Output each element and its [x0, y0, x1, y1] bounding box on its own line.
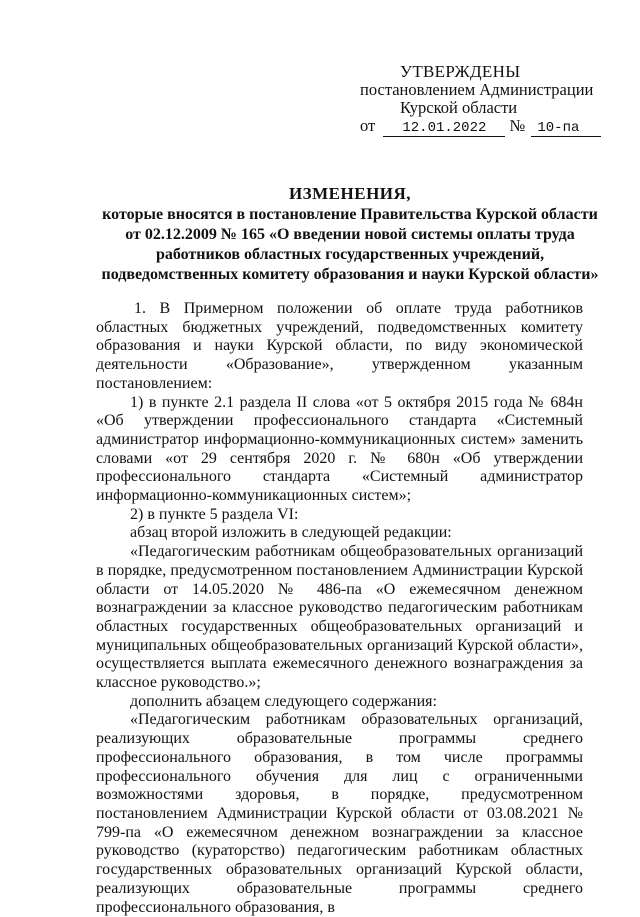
paragraph-6: дополнить абзацем следующего содержания:: [130, 692, 437, 710]
document-heading: [60, 184, 640, 285]
paragraph-4: абзац второй изложить в следующей редакции:: [130, 524, 452, 542]
paragraph-5: «Педагогическим работникам общеобразовательных организаций в порядке, предусмотренном постановлением Администрации Курской области от 14.05.2020 № 486-па «О ежемесячном денежном вознаграждении за классное руководство педагогическим работникам областных государственных общеобразовательных организаций и муниципальных общеобразовательных организаций Курской области», осуществляется выплата ежемесячного денежного вознаграждения за классное руководство.»;: [96, 543, 583, 692]
from-label: от: [360, 116, 376, 135]
paragraph-7: «Педагогическим работникам образовательных организаций, реализующих образовательные программы среднего профессионального образования, в том числе программы профессионального обучения для лиц с ограниченными возможностями здоровья, в порядке, предусмотренном постановлением Администрации Курской области от 03.08.2021 № 799-па «О ежемесячном денежном вознаграждении за классное руководство (кураторство) педагогическим работникам областных государственных образовательных организаций Курской области, реализующих образовательные программы среднего профессионального образования, в: [96, 711, 583, 916]
heading-title: ИЗМЕНЕНИЯ,: [288, 184, 412, 203]
heading-line-3: работников областных государственных учреждений,: [155, 246, 545, 263]
number-label: №: [509, 116, 526, 135]
approval-date: 12.01.2022: [383, 120, 505, 137]
approval-number: 10-па: [531, 120, 601, 137]
approval-line-2: Курской области: [400, 98, 518, 117]
heading-line-2: от 02.12.2009 № 165 «О введении новой системы оплаты труда: [125, 226, 575, 243]
approval-title: УТВЕРЖДЕНЫ: [400, 62, 521, 81]
paragraph-2: 1) в пункте 2.1 раздела II слова «от 5 октября 2015 года № 684н «Об утверждении профессионального стандарта «Системный администратор информационно-коммуникационных систем» заменить словами «от 29 сентября 2020 г. № 680н «Об утверждении профессионального стандарта «Системный администратор информационно-коммуникационных систем»;: [96, 393, 583, 505]
approval-line-1: постановлением Администрации: [360, 80, 594, 99]
document-body: [96, 300, 583, 917]
approval-date-line: [360, 116, 601, 137]
heading-line-1: которые вносятся в постановление Правительства Курской области: [102, 206, 598, 223]
heading-line-4: подведомственных комитету образования и науки Курской области»: [101, 266, 599, 283]
paragraph-1: 1. В Примерном положении об оплате труда работников областных бюджетных учреждений, подведомственных комитету образования и науки Курской области, по виду экономической деятельности «Образование», утвержденном указанным постановлением:: [96, 300, 583, 392]
paragraph-3: 2) в пункте 5 раздела VI:: [130, 505, 299, 523]
